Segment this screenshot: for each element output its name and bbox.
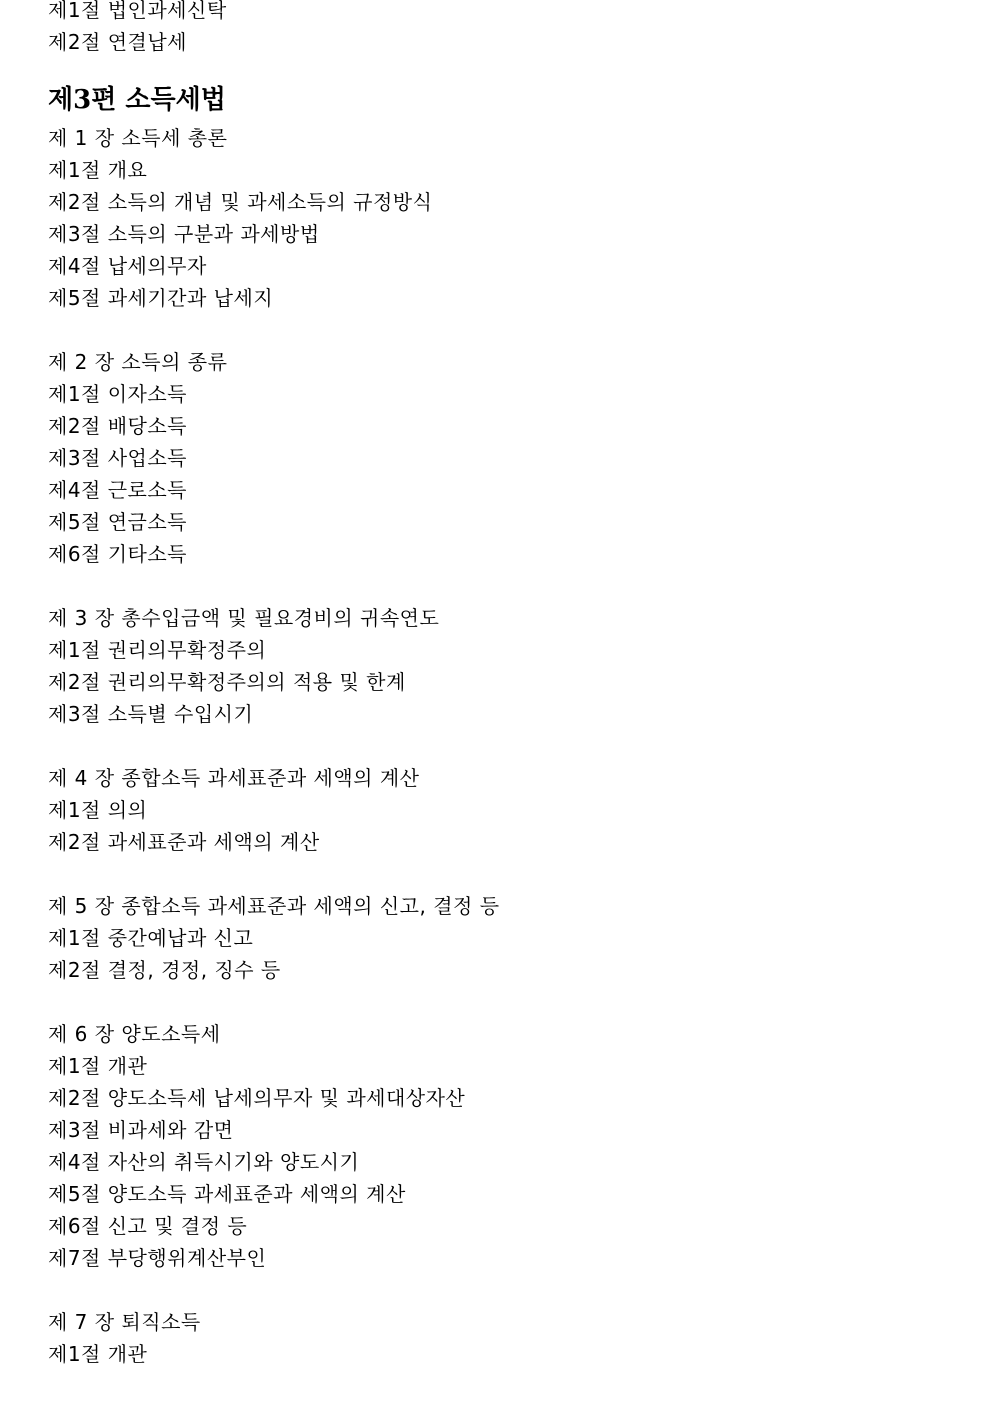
section-title: 제6절 신고 및 결정 등 [48, 1214, 248, 1238]
blank-line [48, 730, 968, 762]
chapter-title: 제 2 장 소득의 종류 [48, 350, 228, 374]
section-title: 제2절 권리의무확정주의의 적용 및 한계 [48, 670, 406, 694]
blank-line [48, 314, 968, 346]
section-title: 제3절 비과세와 감면 [48, 1118, 234, 1142]
section-title: 제4절 근로소득 [48, 478, 188, 502]
section-title: 제3절 사업소득 [48, 446, 188, 470]
chapter-block [48, 1018, 968, 1274]
section-title: 제5절 양도소득 과세표준과 세액의 계산 [48, 1182, 406, 1206]
section-title: 제1절 개관 [48, 1342, 148, 1366]
section-title: 제5절 과세기간과 납세지 [48, 286, 274, 310]
blank-line [48, 858, 968, 890]
section-title: 제6절 기타소득 [48, 542, 188, 566]
chapter-block [48, 1306, 968, 1370]
chapter-block [48, 890, 968, 986]
blank-line [48, 570, 968, 602]
section-title: 제4절 납세의무자 [48, 254, 207, 278]
chapter-title: 제 6 장 양도소득세 [48, 1022, 221, 1046]
chapter-block [48, 602, 968, 730]
lead-section-list [48, 0, 968, 58]
chapter-title: 제 1 장 소득세 총론 [48, 126, 228, 150]
chapter-title: 제 3 장 총수입금액 및 필요경비의 귀속연도 [48, 606, 440, 630]
section-title: 제3절 소득별 수입시기 [48, 702, 254, 726]
section-title: 제1절 권리의무확정주의 [48, 638, 267, 662]
chapter-block [48, 762, 968, 858]
chapter-block [48, 122, 968, 314]
section-title: 제2절 연결납세 [48, 30, 188, 54]
section-title: 제1절 이자소득 [48, 382, 188, 406]
section-title: 제1절 개요 [48, 158, 148, 182]
document-page [48, 0, 968, 1370]
section-title: 제2절 소득의 개념 및 과세소득의 규정방식 [48, 190, 433, 214]
section-title: 제2절 양도소득세 납세의무자 및 과세대상자산 [48, 1086, 466, 1110]
chapter-title: 제 4 장 종합소득 과세표준과 세액의 계산 [48, 766, 420, 790]
chapter-title: 제 7 장 퇴직소득 [48, 1310, 201, 1334]
section-title: 제4절 자산의 취득시기와 양도시기 [48, 1150, 360, 1174]
section-title: 제2절 과세표준과 세액의 계산 [48, 830, 320, 854]
part-title: 제3편 소득세법 [48, 85, 226, 115]
section-title: 제1절 의의 [48, 798, 148, 822]
blank-line [48, 986, 968, 1018]
section-title: 제1절 개관 [48, 1054, 148, 1078]
section-title: 제7절 부당행위계산부인 [48, 1246, 267, 1270]
section-title: 제3절 소득의 구분과 과세방법 [48, 222, 320, 246]
section-title: 제2절 배당소득 [48, 414, 188, 438]
blank-line [48, 1274, 968, 1306]
section-title: 제5절 연금소득 [48, 510, 188, 534]
chapter-block [48, 346, 968, 570]
section-title: 제1절 중간예납과 신고 [48, 926, 254, 950]
section-title: 제1절 법인과세신탁 [48, 0, 227, 22]
section-title: 제2절 결정, 경정, 징수 등 [48, 958, 281, 982]
chapter-title: 제 5 장 종합소득 과세표준과 세액의 신고, 결정 등 [48, 894, 500, 918]
